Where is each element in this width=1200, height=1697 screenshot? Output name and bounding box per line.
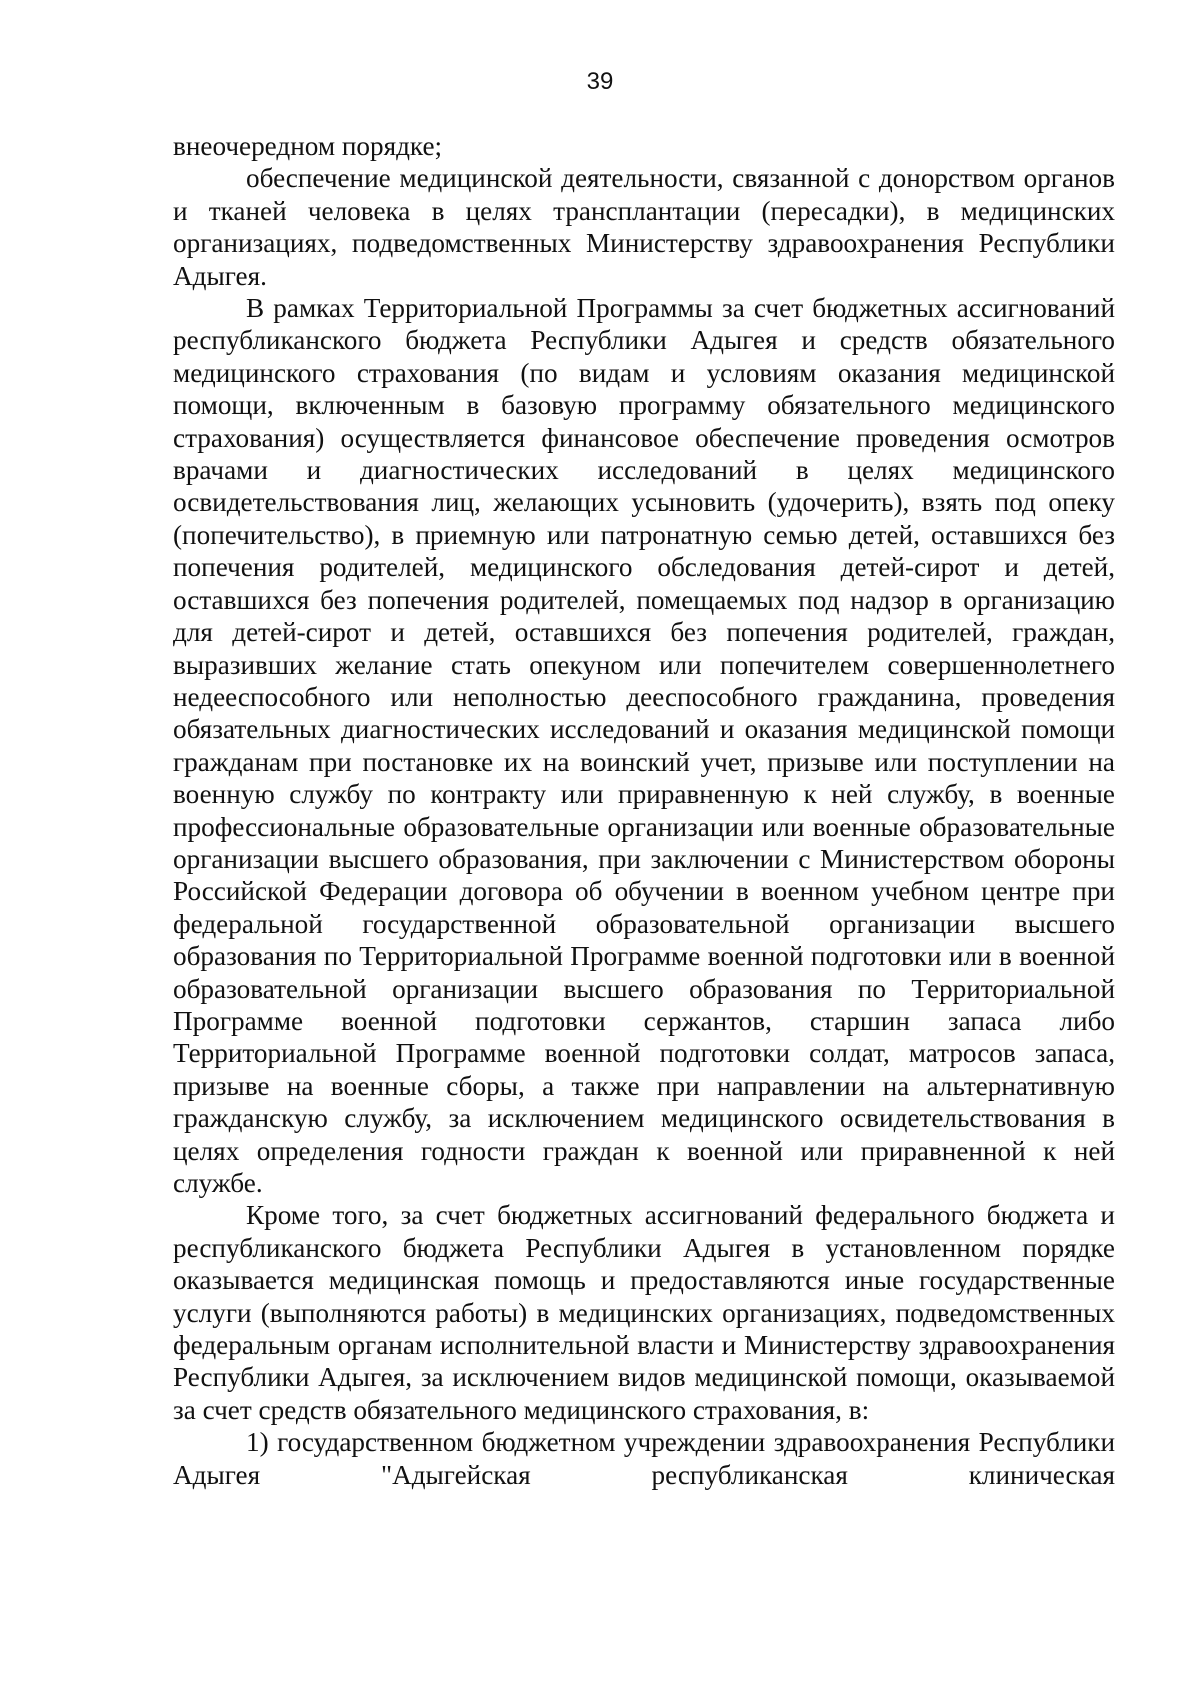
paragraph-list-item-1: 1) государственном бюджетном учреждении здравоохранения Республики Адыгея "Адыгейская республиканская клиническая: [173, 1427, 1115, 1490]
paragraph-federal-budget: Кроме того, за счет бюджетных ассигнований федерального бюджета и республиканского бюджета Республики Адыгея в установленном порядке оказывается медицинская помощь и предоставляются иные государственные услуги (выполняются работы) в медицинских организациях, подведомственных федеральным органам исполнительной власти и Министерству здравоохранения Республики Адыгея, за исключением видов медицинской помощи, оказываемой за счет средств обязательного медицинского страхования, в:: [173, 1200, 1115, 1425]
paragraph-donor-activity: обеспечение медицинской деятельности, связанной с донорством органов и тканей человека в целях трансплантации (пересадки), в медицинских организациях, подведомственных Министерству здравоохранения Республики Адыгея.: [173, 163, 1115, 291]
page-number: 39: [586, 68, 614, 95]
document-body: [173, 130, 1115, 1491]
paragraph-territorial-program: В рамках Территориальной Программы за счет бюджетных ассигнований республиканского бюджета Республики Адыгея и средств обязательного медицинского страхования (по видам и условиям оказания медицинской помощи, включенным в базовую программу обязательного медицинского страхования) осуществляется финансовое обеспечение проведения осмотров врачами и диагностических исследований в целях медицинского освидетельствования лиц, желающих усыновить (удочерить), взять под опеку (попечительство), в приемную или патронатную семью детей, оставшихся без попечения родителей, медицинского обследования детей-сирот и детей, оставшихся без попечения родителей, помещаемых под надзор в организацию для детей-сирот и детей, оставшихся без попечения родителей, граждан, выразивших желание стать опекуном или попечителем совершеннолетнего недееспособного или неполностью дееспособного гражданина, проведения обязательных диагностических исследований и оказания медицинской помощи гражданам при постановке их на воинский учет, призыве или поступлении на военную службу по контракту или приравненную к ней службу, в военные профессиональные образовательные организации или военные образовательные организации высшего образования, при заключении с Министерством обороны Российской Федерации договора об обучении в военном учебном центре при федеральной государственной образовательной организации высшего образования по Территориальной Программе военной подготовки или в военной образовательной организации высшего образования по Территориальной Программе военной подготовки сержантов, старшин запаса либо Территориальной Программе военной подготовки солдат, матросов запаса, призыве на военные сборы, а также при направлении на альтернативную гражданскую службу, за исключением медицинского освидетельствования в целях определения годности граждан к военной или приравненной к ней службе.: [173, 293, 1115, 1198]
paragraph-continuation: внеочередном порядке;: [173, 131, 443, 161]
